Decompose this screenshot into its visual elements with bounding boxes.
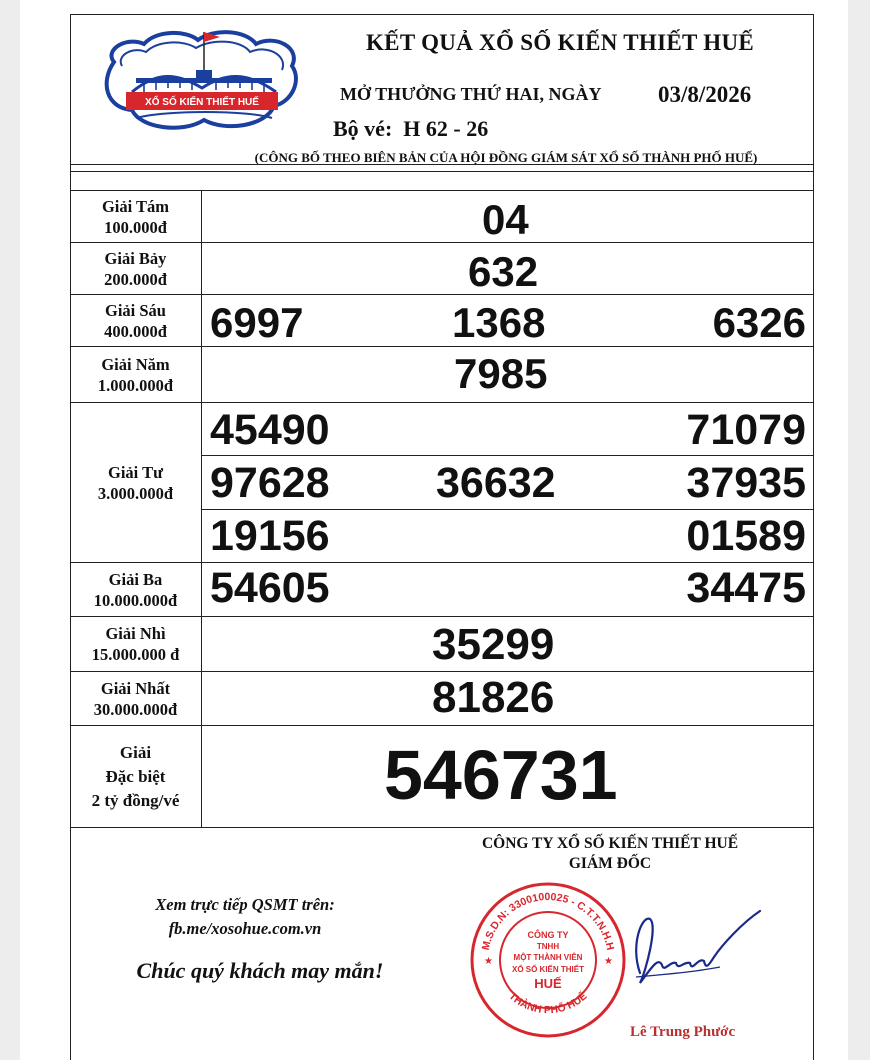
prize-label (70, 243, 202, 294)
signer-name: Lê Trung Phước (630, 1024, 736, 1040)
prize-numbers (202, 191, 814, 242)
prize-amount: 100.000đ (104, 217, 167, 237)
winning-number: 7985 (454, 350, 548, 397)
prize-name: Giải (119, 742, 152, 762)
row-divider (202, 455, 814, 456)
row-divider (202, 509, 814, 510)
prize-label (70, 563, 202, 616)
svg-text:★: ★ (604, 956, 613, 967)
prize-amount: 2 tỷ đồng/vé (91, 790, 180, 810)
prize-row-6 (70, 295, 814, 347)
seal-line: MỘT THÀNH VIÊN (513, 953, 583, 962)
prize-numbers (202, 347, 814, 402)
ticket-series (333, 116, 488, 142)
prize-name: Giải Năm (101, 354, 170, 374)
prize-name: Giải Tám (101, 196, 170, 216)
watch-live-label: Xem trực tiếp QSMT trên: (155, 895, 335, 914)
prize-name: Đặc biệt (105, 766, 166, 786)
prize-numbers (202, 403, 814, 562)
logo-text: XỔ SỐ KIẾN THIẾT HUẾ (145, 97, 259, 108)
seal-ring-text: M.S.D.N: 3300100025 - C.T.T.N.H.H (479, 890, 617, 952)
svg-text:THÀNH PHỐ HUẾ (506, 989, 589, 1016)
publication-note: (CÔNG BỐ THEO BIÊN BẢN CỦA HỘI ĐỒNG GIÁM SÁT XỔ SỐ THÀNH PHỐ HUẾ) (254, 150, 758, 165)
prize-row-3 (70, 563, 814, 617)
winning-number: 37935 (686, 459, 806, 507)
header-divider (70, 171, 814, 172)
prize-row-1 (70, 672, 814, 726)
prize-amount: 15.000.000 đ (91, 645, 180, 664)
winning-number: 35299 (432, 620, 555, 669)
prize-amount: 400.000đ (104, 321, 167, 341)
prize-label (70, 347, 202, 402)
winning-number: 01589 (686, 512, 806, 560)
prize-amount: 3.000.000đ (97, 483, 174, 503)
prize-numbers (202, 563, 814, 616)
seal-line: HUẾ (534, 976, 562, 991)
winning-number: 6326 (712, 299, 806, 346)
prize-numbers (202, 295, 814, 346)
prize-amount: 200.000đ (104, 269, 167, 289)
prize-numbers (202, 726, 814, 827)
results-table (70, 190, 814, 828)
prize-name: Giải Nhất (100, 678, 171, 698)
winning-number: 36632 (436, 459, 556, 507)
svg-text:★: ★ (484, 956, 493, 967)
seal-bottom-text: THÀNH PHỐ HUẾ (506, 990, 590, 1017)
winning-number: 04 (482, 196, 529, 243)
prize-name: Giải Sáu (105, 300, 166, 320)
page-title: KẾT QUẢ XỔ SỐ KIẾN THIẾT HUẾ (365, 30, 754, 55)
winning-number: 19156 (210, 512, 330, 560)
prize-label (70, 672, 202, 725)
ticket-series-label: Bộ vé: (333, 116, 393, 141)
prize-row-2 (70, 617, 814, 672)
prize-label (70, 726, 202, 827)
prize-row-4 (70, 403, 814, 563)
prize-label (70, 617, 202, 671)
prize-numbers (202, 672, 814, 725)
winning-number: 6997 (210, 299, 304, 346)
prize-name: Giải Bảy (104, 248, 167, 268)
prize-row-7 (70, 243, 814, 295)
prize-amount: 10.000.000đ (93, 590, 178, 610)
hue-lottery-logo (96, 22, 308, 140)
director-signature (600, 905, 770, 995)
header-divider (70, 164, 814, 165)
prize-name: Giải Nhì (105, 624, 166, 643)
prize-amount: 1.000.000đ (97, 375, 174, 395)
seal-line: XỔ SỐ KIẾN THIẾT (511, 965, 585, 974)
draw-date: 03/8/2026 (658, 82, 752, 107)
prize-row-5 (70, 347, 814, 403)
prize-label (70, 403, 202, 562)
winning-number: 71079 (686, 406, 806, 454)
ticket-series-value: H 62 - 26 (403, 116, 489, 141)
seal-line: CÔNG TY (527, 930, 569, 940)
prize-numbers (202, 617, 814, 671)
winning-number: 632 (468, 248, 539, 295)
watch-live-link: fb.me/xosohue.com.vn (168, 919, 322, 938)
winning-number: 34475 (686, 564, 806, 612)
winning-number: 81826 (432, 673, 555, 722)
watch-live-block (100, 893, 390, 941)
prize-numbers (202, 243, 814, 294)
company-name: CÔNG TY XỔ SỐ KIẾN THIẾT HUẾ (481, 835, 739, 852)
winning-number: 45490 (210, 406, 330, 454)
prize-name: Giải Tư (108, 462, 163, 482)
prize-name: Giải Ba (108, 569, 163, 589)
company-block (440, 834, 780, 874)
winning-number: 1368 (452, 299, 546, 346)
draw-day-label: MỞ THƯỞNG THỨ HAI, NGÀY (340, 84, 602, 104)
prize-row-8 (70, 191, 814, 243)
director-title: GIÁM ĐỐC (568, 855, 652, 872)
winning-number: 97628 (210, 459, 330, 507)
good-luck-message: Chúc quý khách may mắn! (136, 958, 384, 983)
prize-row-special (70, 726, 814, 828)
prize-label (70, 191, 202, 242)
prize-label (70, 295, 202, 346)
prize-amount: 30.000.000đ (93, 699, 178, 719)
winning-number: 54605 (210, 564, 330, 612)
special-winning-number: 546731 (384, 736, 618, 814)
seal-line: TNHH (536, 942, 560, 951)
